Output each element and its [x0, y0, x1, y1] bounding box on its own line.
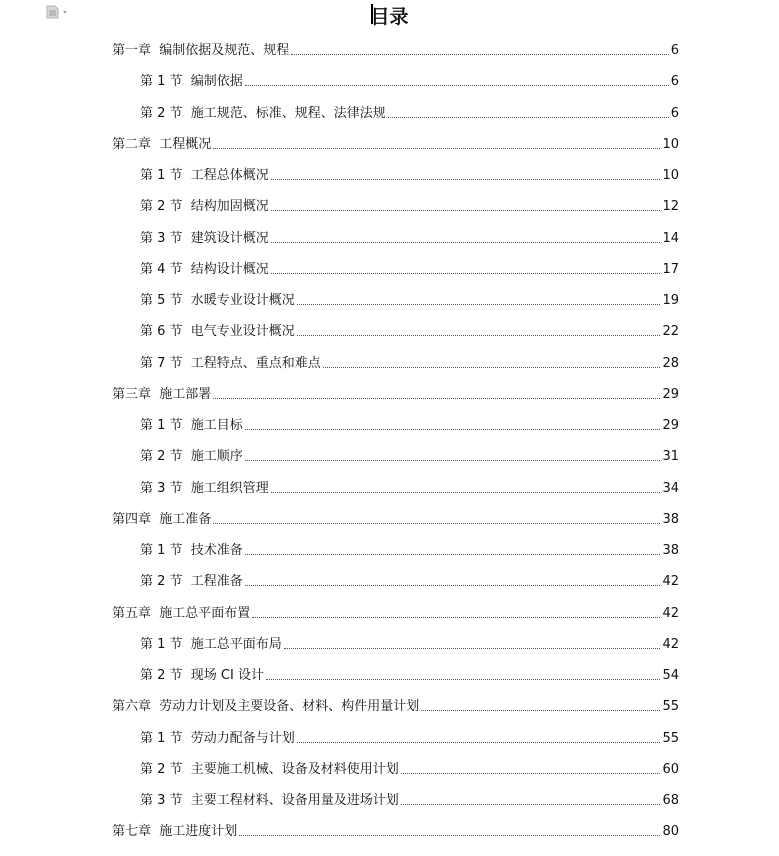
toc-entry-label: 第一章 编制依据及规范、规程: [112, 43, 290, 58]
toc-section-entry[interactable]: [140, 758, 679, 778]
dot-leader: [245, 585, 661, 586]
toc-entry-label: 第 1 节 劳动力配备与计划: [140, 730, 295, 746]
dot-leader: [239, 835, 660, 836]
toc-entry-label: 第三章 施工部署: [112, 386, 212, 402]
dot-leader: [271, 210, 661, 211]
toc-section-entry[interactable]: [140, 289, 679, 309]
toc-entry-page: 10: [662, 136, 679, 152]
dot-leader: [401, 773, 661, 774]
toc-entry-label: 第二章 工程概况: [112, 136, 212, 152]
toc-entry-page: 42: [662, 574, 679, 590]
dot-leader: [252, 617, 660, 618]
dot-leader: [284, 648, 661, 649]
dot-leader: [297, 335, 661, 336]
toc-entry-label: 第 1 节 施工目标: [140, 418, 243, 433]
toc-chapter-entry[interactable]: [112, 602, 679, 622]
dot-leader: [266, 679, 660, 680]
dot-leader: [245, 460, 661, 461]
toc-entry-label: 第 2 节 施工顺序: [140, 449, 243, 465]
toc-entry-label: 第 7 节 工程特点、重点和难点: [140, 355, 321, 371]
toc-entry-page: 31: [662, 449, 679, 465]
toc-entry-page: 68: [662, 793, 679, 808]
toc-chapter-entry[interactable]: [112, 383, 679, 403]
toc-section-entry[interactable]: [140, 477, 679, 497]
toc-entry-label: 第五章 施工总平面布置: [112, 605, 251, 621]
toc-chapter-entry[interactable]: [112, 39, 679, 59]
dot-leader: [297, 742, 661, 743]
toc-entry-page: 17: [662, 261, 679, 277]
dot-leader: [213, 148, 660, 149]
toc-entry-label: 第 3 节 施工组织管理: [140, 480, 269, 496]
dot-leader: [245, 554, 661, 555]
toc-entry-page: 6: [670, 74, 679, 90]
toc-entry-page: 60: [662, 761, 679, 777]
page-title: 目录: [370, 6, 409, 28]
toc-entry-page: 10: [662, 168, 679, 183]
toc-entry-page: 6: [670, 105, 679, 121]
toc-entry-label: 第 2 节 主要施工机械、设备及材料使用计划: [140, 761, 399, 777]
toc-entry-page: 29: [662, 386, 679, 402]
toc-chapter-entry[interactable]: [112, 508, 679, 528]
toc-entry-label: 第 1 节 施工总平面布局: [140, 636, 282, 652]
toc-entry-page: 54: [662, 668, 679, 683]
toc-entry-label: 第 2 节 结构加固概况: [140, 199, 269, 215]
toc-chapter-entry[interactable]: [112, 133, 679, 153]
dot-leader: [245, 429, 661, 430]
toc-section-entry[interactable]: [140, 664, 679, 684]
toc-entry-label: 第 1 节 工程总体概况: [140, 168, 269, 183]
dot-leader: [323, 367, 661, 368]
toc-entry-label: 第 4 节 结构设计概况: [140, 261, 269, 277]
toc-entry-page: 34: [662, 480, 679, 496]
toc-entry-page: 38: [662, 543, 679, 558]
dot-leader: [245, 85, 669, 86]
toc-entry-page: 19: [662, 293, 679, 308]
dot-leader: [401, 804, 661, 805]
toc-entry-page: 42: [662, 636, 679, 652]
toc-entry-label: 第 1 节 编制依据: [140, 74, 243, 90]
toc-entry-label: 第 2 节 施工规范、标准、规程、法律法规: [140, 105, 386, 121]
toc-section-entry[interactable]: [140, 70, 679, 90]
toc-section-entry[interactable]: [140, 352, 679, 372]
toc-section-entry[interactable]: [140, 320, 679, 340]
toc-entry-label: 第四章 施工准备: [112, 511, 212, 527]
dot-leader: [271, 492, 661, 493]
toc-section-entry[interactable]: [140, 633, 679, 653]
dot-leader: [297, 304, 661, 305]
toc-entry-label: 第七章 施工进度计划: [112, 824, 238, 840]
toc-section-entry[interactable]: [140, 164, 679, 184]
dot-leader: [213, 523, 660, 524]
toc-entry-page: 12: [662, 199, 679, 215]
dot-leader: [271, 242, 661, 243]
dot-leader: [213, 398, 660, 399]
toc-entry-page: 42: [662, 605, 679, 621]
dot-leader: [271, 273, 661, 274]
toc-entry-label: 第 6 节 电气专业设计概况: [140, 324, 295, 340]
toc-section-entry[interactable]: [140, 258, 679, 278]
toc-entry-page: 6: [670, 43, 679, 58]
toc-section-entry[interactable]: [140, 789, 679, 809]
dot-leader: [421, 710, 660, 711]
toc-entry-page: 29: [662, 418, 679, 433]
toc-entry-page: 14: [662, 230, 679, 246]
toc-section-entry[interactable]: [140, 570, 679, 590]
toc-section-entry[interactable]: [140, 539, 679, 559]
toc-section-entry[interactable]: [140, 227, 679, 247]
toc-entry-page: 22: [662, 324, 679, 340]
toc-entry-page: 28: [662, 355, 679, 371]
toc-section-entry[interactable]: [140, 414, 679, 434]
toc-section-entry[interactable]: [140, 102, 679, 122]
toc-entry-label: 第 2 节 工程准备: [140, 574, 243, 590]
toc-chapter-entry[interactable]: [112, 820, 679, 840]
toc-section-entry[interactable]: [140, 727, 679, 747]
toc-chapter-entry[interactable]: [112, 695, 679, 715]
toc-section-entry[interactable]: [140, 445, 679, 465]
toc-entry-label: 第六章 劳动力计划及主要设备、材料、构件用量计划: [112, 699, 420, 715]
toc-entry-label: 第 5 节 水暖专业设计概况: [140, 293, 295, 308]
toc-entry-label: 第 1 节 技术准备: [140, 543, 243, 558]
dot-leader: [291, 54, 668, 55]
toc-entry-page: 55: [662, 699, 679, 715]
dot-leader: [271, 179, 661, 180]
toc-section-entry[interactable]: [140, 195, 679, 215]
toc-entry-page: 38: [662, 511, 679, 527]
toc-entry-page: 55: [662, 730, 679, 746]
dot-leader: [388, 117, 669, 118]
toc-entry-label: 第 3 节 主要工程材料、设备用量及进场计划: [140, 793, 399, 808]
toc-entry-label: 第 2 节 现场 CI 设计: [140, 668, 264, 683]
toc-entry-page: 80: [662, 824, 679, 840]
toc-entry-label: 第 3 节 建筑设计概况: [140, 230, 269, 246]
